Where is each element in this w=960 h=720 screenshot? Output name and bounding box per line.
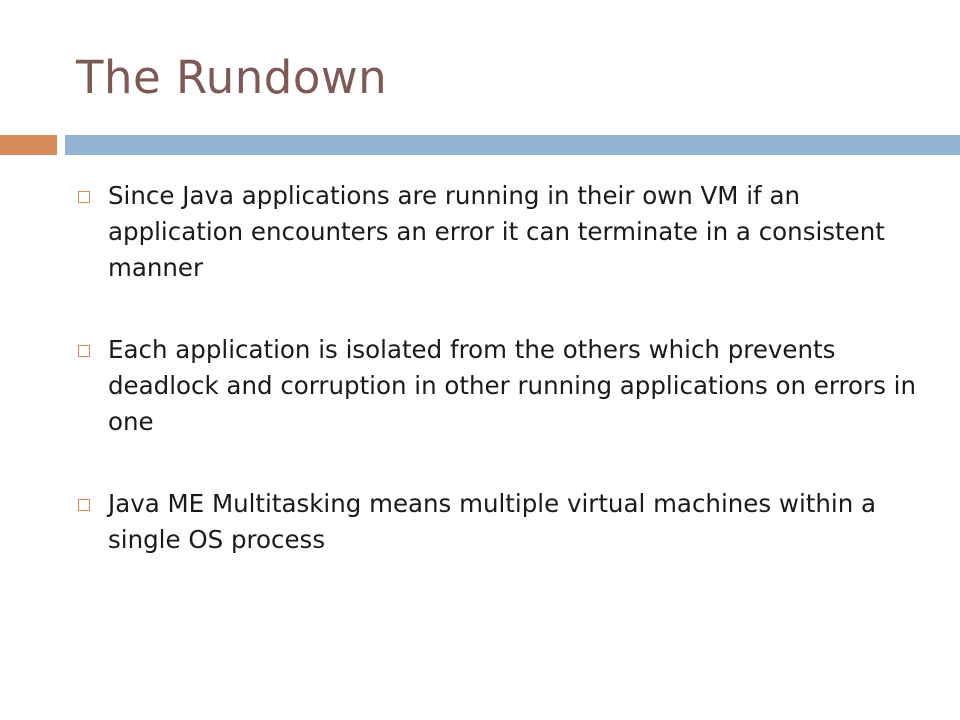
slide-title: The Rundown [76,51,388,104]
bullet-text: Each application is isolated from the others which prevents deadlock and corruption in other running applications on errors in one [108,335,916,436]
square-bullet-icon [78,345,90,357]
square-bullet-icon [78,499,90,511]
bullet-item [76,178,926,286]
bullet-item [76,332,926,440]
title-accent-bar-blue [65,135,960,155]
bullet-item [76,486,926,558]
square-bullet-icon [78,191,90,203]
bullet-text: Since Java applications are running in their own VM if an application encounters an error it can terminate in a consistent manner [108,181,885,282]
title-accent-bar-orange [0,135,57,155]
bullet-list [76,178,926,604]
bullet-text: Java ME Multitasking means multiple virtual machines within a single OS process [108,489,877,554]
